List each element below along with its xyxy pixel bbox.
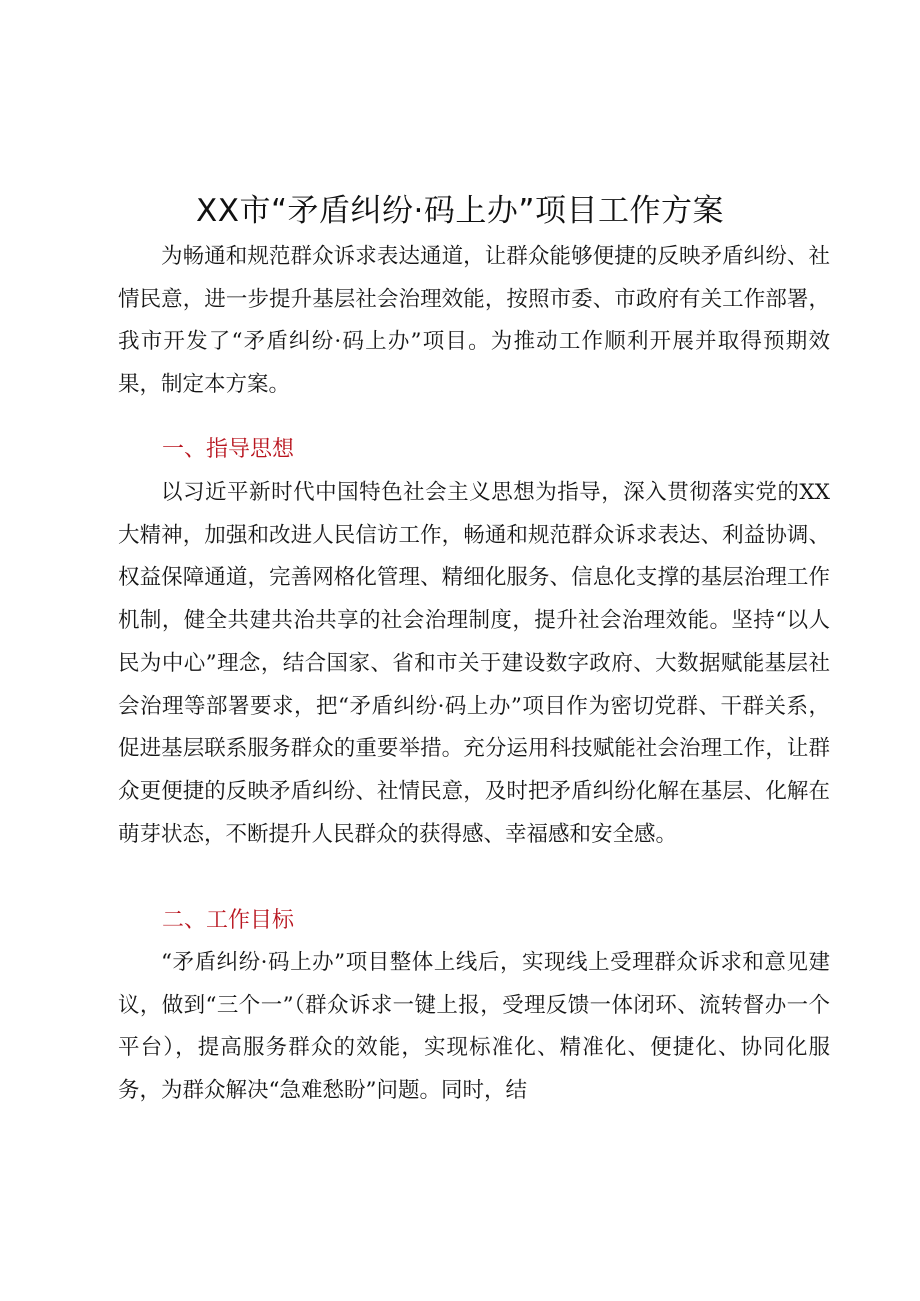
intro-paragraph: 为畅通和规范群众诉求表达通道，让群众能够便捷的反映矛盾纠纷、社情民意，进一步提升基层社会治理效能，按照市委、市政府有关工作部署，我市开发了“矛盾纠纷·码上办”项目。为推动工作顺利开展并取得预期效果，制定本方案。 (118, 244, 830, 398)
section-heading-guiding-ideology: 一、指导思想 (162, 437, 295, 462)
document-title: XX市“矛盾纠纷·码上办”项目工作方案 (196, 193, 724, 229)
section-heading-work-goals: 二、工作目标 (162, 908, 295, 933)
section-paragraph-work-goals: “矛盾纠纷·码上办”项目整体上线后，实现线上受理群众诉求和意见建议，做到“三个一”（群众诉求一键上报，受理反馈一体闭环、流转督办一个平台），提高服务群众的效能，实现标准化、精准化、便捷化、协同化服务，为群众解决“急难愁盼”问题。同时，结 (118, 950, 830, 1104)
section-paragraph-guiding-ideology: 以习近平新时代中国特色社会主义思想为指导，深入贯彻落实党的XX大精神，加强和改进人民信访工作，畅通和规范群众诉求表达、利益协调、权益保障通道，完善网格化管理、精细化服务、信息化支撑的基层治理工作机制，健全共建共治共享的社会治理制度，提升社会治理效能。坚持“以人民为中心”理念，结合国家、省和市关于建设数字政府、大数据赋能基层社会治理等部署要求，把“矛盾纠纷·码上办”项目作为密切党群、干群关系，促进基层联系服务群众的重要举措。充分运用科技赋能社会治理工作，让群众更便捷的反映矛盾纠纷、社情民意，及时把矛盾纠纷化解在基层、化解在萌芽状态，不断提升人民群众的获得感、幸福感和安全感。 (118, 480, 830, 847)
